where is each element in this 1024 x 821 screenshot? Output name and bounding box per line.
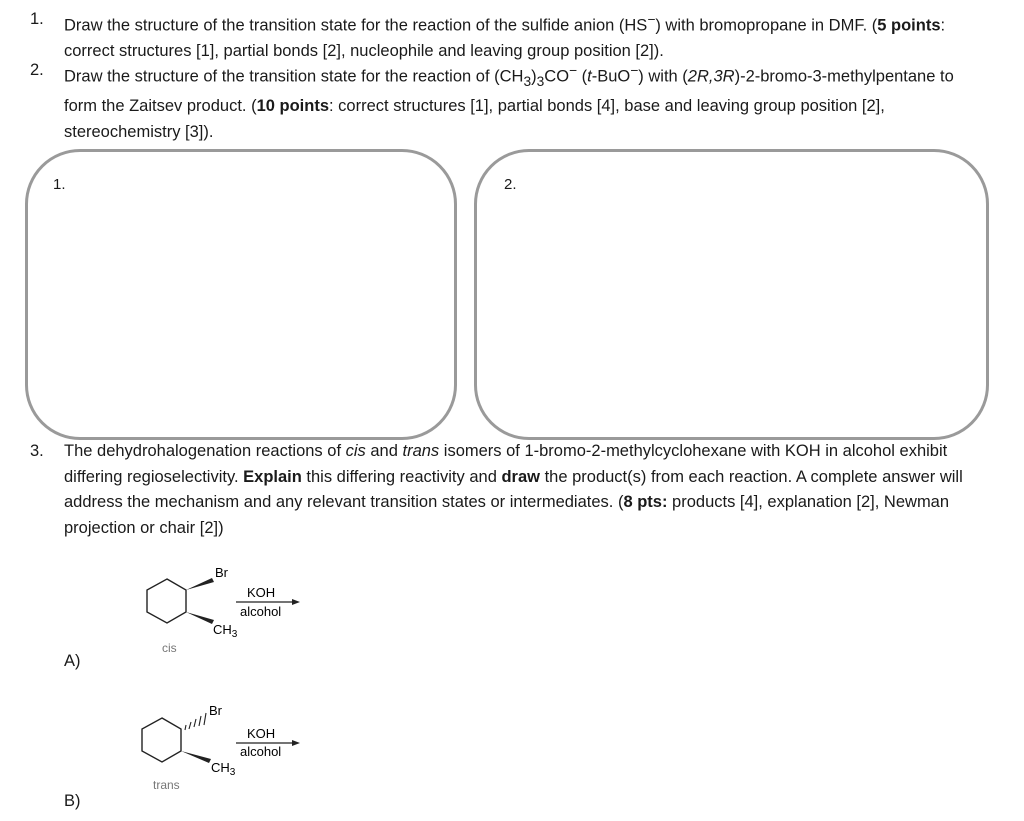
reaction-b-solvent: alcohol [240, 744, 282, 759]
cyclohexane-ring-b [142, 718, 181, 762]
reaction-b-br: Br [209, 703, 222, 718]
question-1-number: 1. [30, 10, 44, 28]
reaction-a-solvent: alcohol [240, 604, 282, 619]
reaction-b-ch3: $CH_3$ [211, 760, 236, 778]
hash-bond-br-b [185, 713, 206, 730]
question-2-text: Draw the structure of the transition state for the reaction of $(CH_3)_3CO^-$ (t-BuO−) with (2R,3R)-2-bromo-3-methylpentane to form the Zaitsev product. (10 points: correct structures [1], partial bonds [4], base and leaving group position [2], stereochemistry [3]). [64, 63, 954, 141]
part-a-label: A) [64, 652, 81, 670]
reaction-b-arrowhead [292, 740, 300, 746]
reaction-a-ch3: $CH_3$ [213, 622, 238, 640]
question-2-number: 2. [30, 61, 44, 79]
reaction-b-reagent: KOH [247, 726, 276, 741]
reaction-a-isomer: cis [162, 641, 177, 655]
reaction-a-reagent: KOH [247, 585, 276, 600]
answer-box-2-label: 2. [504, 176, 517, 193]
question-3-text: The dehydrohalogenation reactions of cis and trans isomers of 1-bromo-2-methylcyclohexane with KOH in alcohol exhibit differing regioselectivity. Explain this differing reactivity and draw the product(s) from each reaction. A complete answer will address the mechanism and any relevant transition states or intermediates. (8 pts: products [4], explanation [2], Newman projection or chair [2]) [64, 442, 963, 537]
reaction-b-isomer: trans [153, 778, 180, 792]
question-3-number: 3. [30, 442, 44, 460]
reaction-a-br: Br [215, 565, 228, 580]
part-b-label: B) [64, 792, 81, 810]
answer-box-1-label: 1. [53, 176, 66, 193]
wedge-bond-ch3-b [181, 751, 211, 763]
question-1-text: Draw the structure of the transition state for the reaction of the sulfide anion (HS−) with bromopropane in DMF. (5 points: correct structures [1], partial bonds [2], nucleophile and leaving group position [2]). [64, 12, 946, 60]
